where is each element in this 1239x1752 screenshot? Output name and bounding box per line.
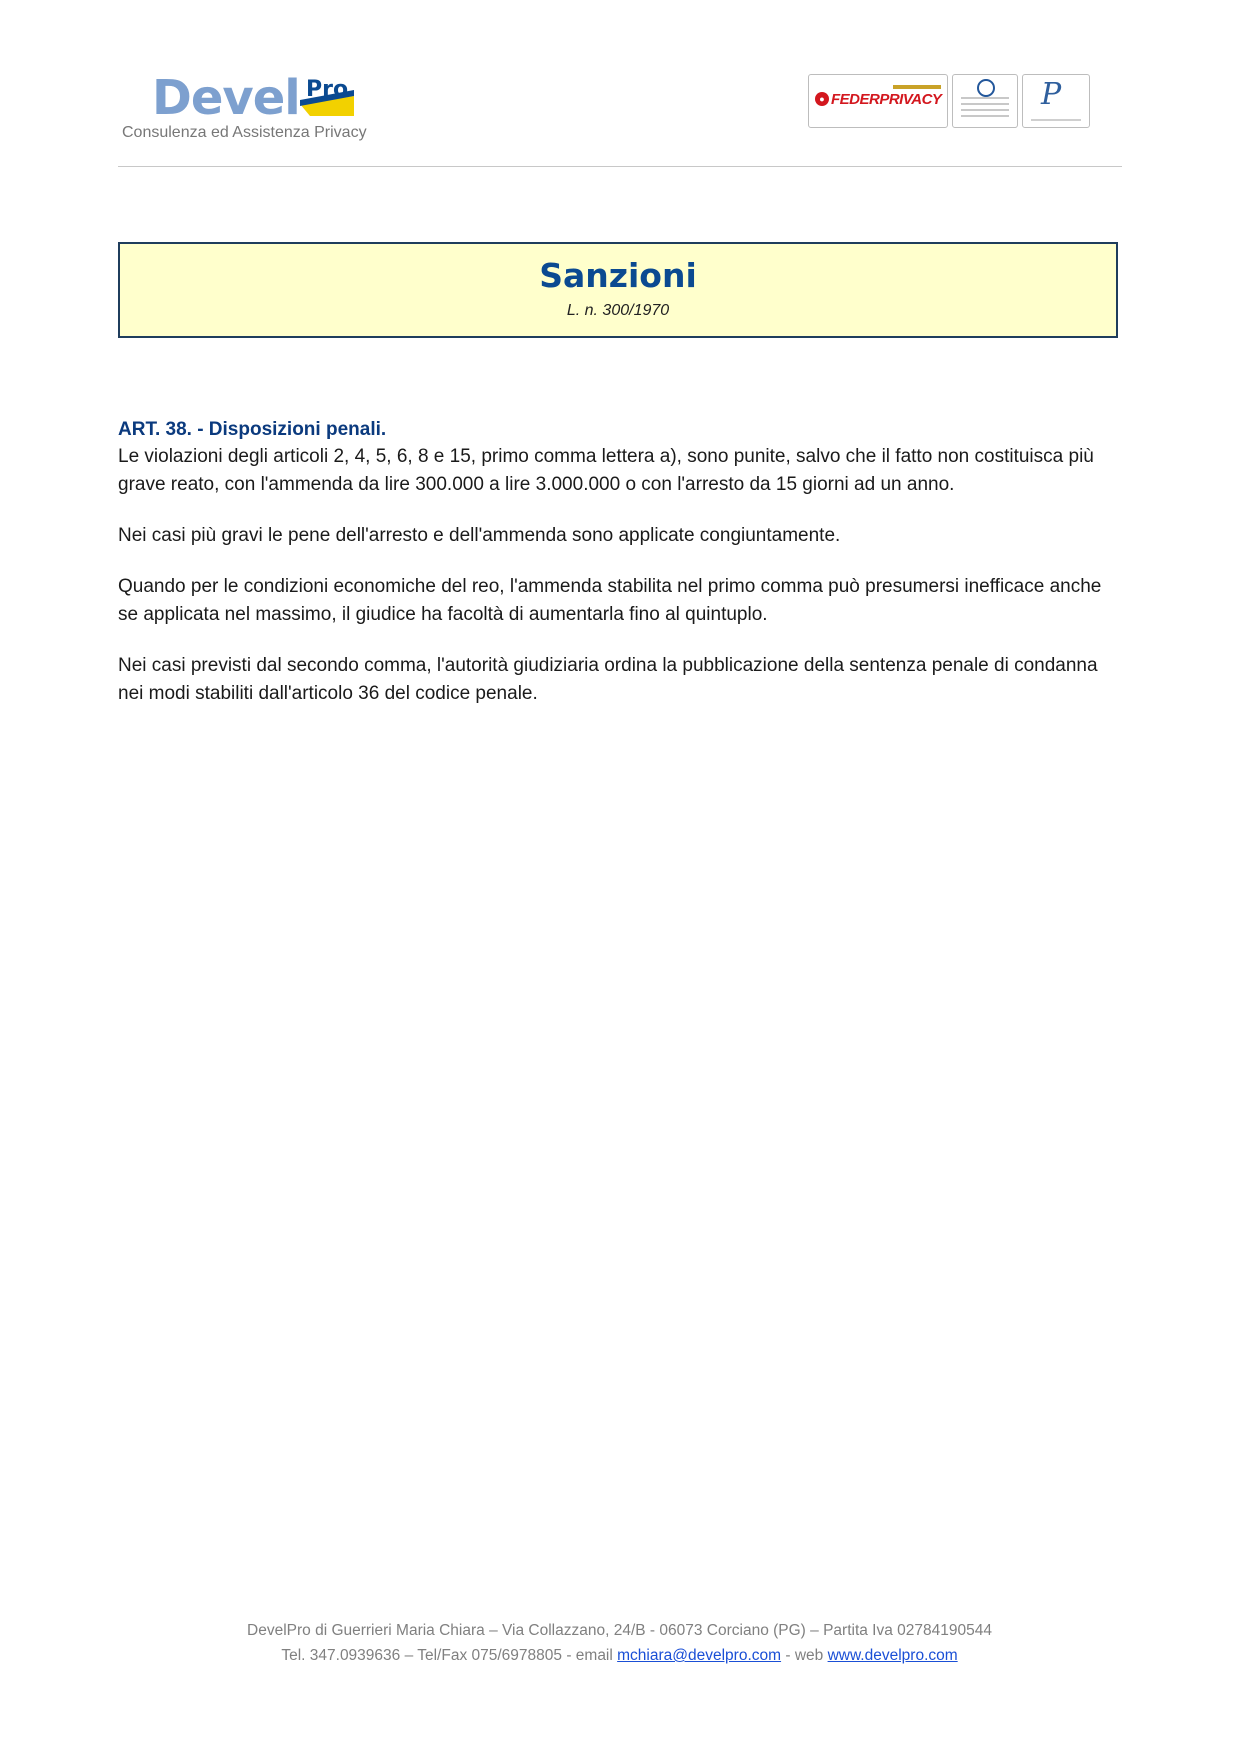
- footer-company-line: DevelPro di Guerrieri Maria Chiara – Via Collazzano, 24/B - 06073 Corciano (PG) – Partita Iva 02784190544: [247, 1622, 992, 1639]
- article-heading: ART. 38. - Disposizioni penali.: [118, 419, 387, 440]
- footer-phone-text: Tel. 347.0939636 – Tel/Fax 075/6978805 - email: [281, 1647, 618, 1664]
- federprivacy-stripe: [893, 85, 941, 89]
- certification-seal-badge: [952, 74, 1018, 128]
- develpro-logo: [122, 72, 392, 142]
- logo-wordmark: Devel: [152, 70, 300, 126]
- header-divider: [118, 166, 1122, 167]
- document-header: [118, 66, 1128, 146]
- privacy-society-badge: [1022, 74, 1090, 128]
- footer-contact-line: [0, 1643, 1239, 1668]
- website-link[interactable]: www.develpro.com: [827, 1647, 958, 1664]
- seal-text-lines: [961, 97, 1009, 121]
- article-body: [118, 416, 1123, 708]
- article-paragraph: Nei casi previsti dal secondo comma, l'autorità giudiziaria ordina la pubblicazione della sentenza penale di condanna nei modi stabiliti dall'articolo 36 del codice penale.: [118, 655, 1098, 704]
- seal-icon: [977, 79, 995, 97]
- federprivacy-badge: [808, 74, 948, 128]
- footer-web-label: - web: [781, 1647, 828, 1664]
- privacy-society-logo: P: [1041, 77, 1062, 112]
- logo-pro-text: Pro: [306, 77, 349, 102]
- article-paragraph: Nei casi più gravi le pene dell'arresto e dell'ammenda sono applicate congiuntamente.: [118, 525, 841, 546]
- article-paragraph: Quando per le condizioni economiche del reo, l'ammenda stabilita nel primo comma può presumersi inefficace anche se applicata nel massimo, il giudice ha facoltà di aumentarla fino al quintuplo.: [118, 576, 1102, 625]
- lock-icon: ●: [815, 92, 829, 106]
- title-box: [118, 242, 1118, 338]
- article-paragraph: Le violazioni degli articoli 2, 4, 5, 6, 8 e 15, primo comma lettera a), sono punite, salvo che il fatto non costituisca più grave reato, con l'ammenda da lire 300.000 a lire 3.000.000 o con l'arresto da 15 giorni ad un anno.: [118, 446, 1094, 495]
- law-reference: L. n. 300/1970: [566, 302, 670, 319]
- logo-pro-mark: [300, 78, 354, 118]
- page-title: Sanzioni: [539, 256, 697, 295]
- society-caption-line: [1031, 119, 1081, 121]
- logo-tagline: Consulenza ed Assistenza Privacy: [122, 124, 367, 141]
- certification-badges: [808, 74, 1090, 128]
- document-footer: [0, 1618, 1239, 1668]
- federprivacy-text: FEDERPRIVACY: [831, 91, 942, 108]
- email-link[interactable]: mchiara@develpro.com: [617, 1647, 782, 1664]
